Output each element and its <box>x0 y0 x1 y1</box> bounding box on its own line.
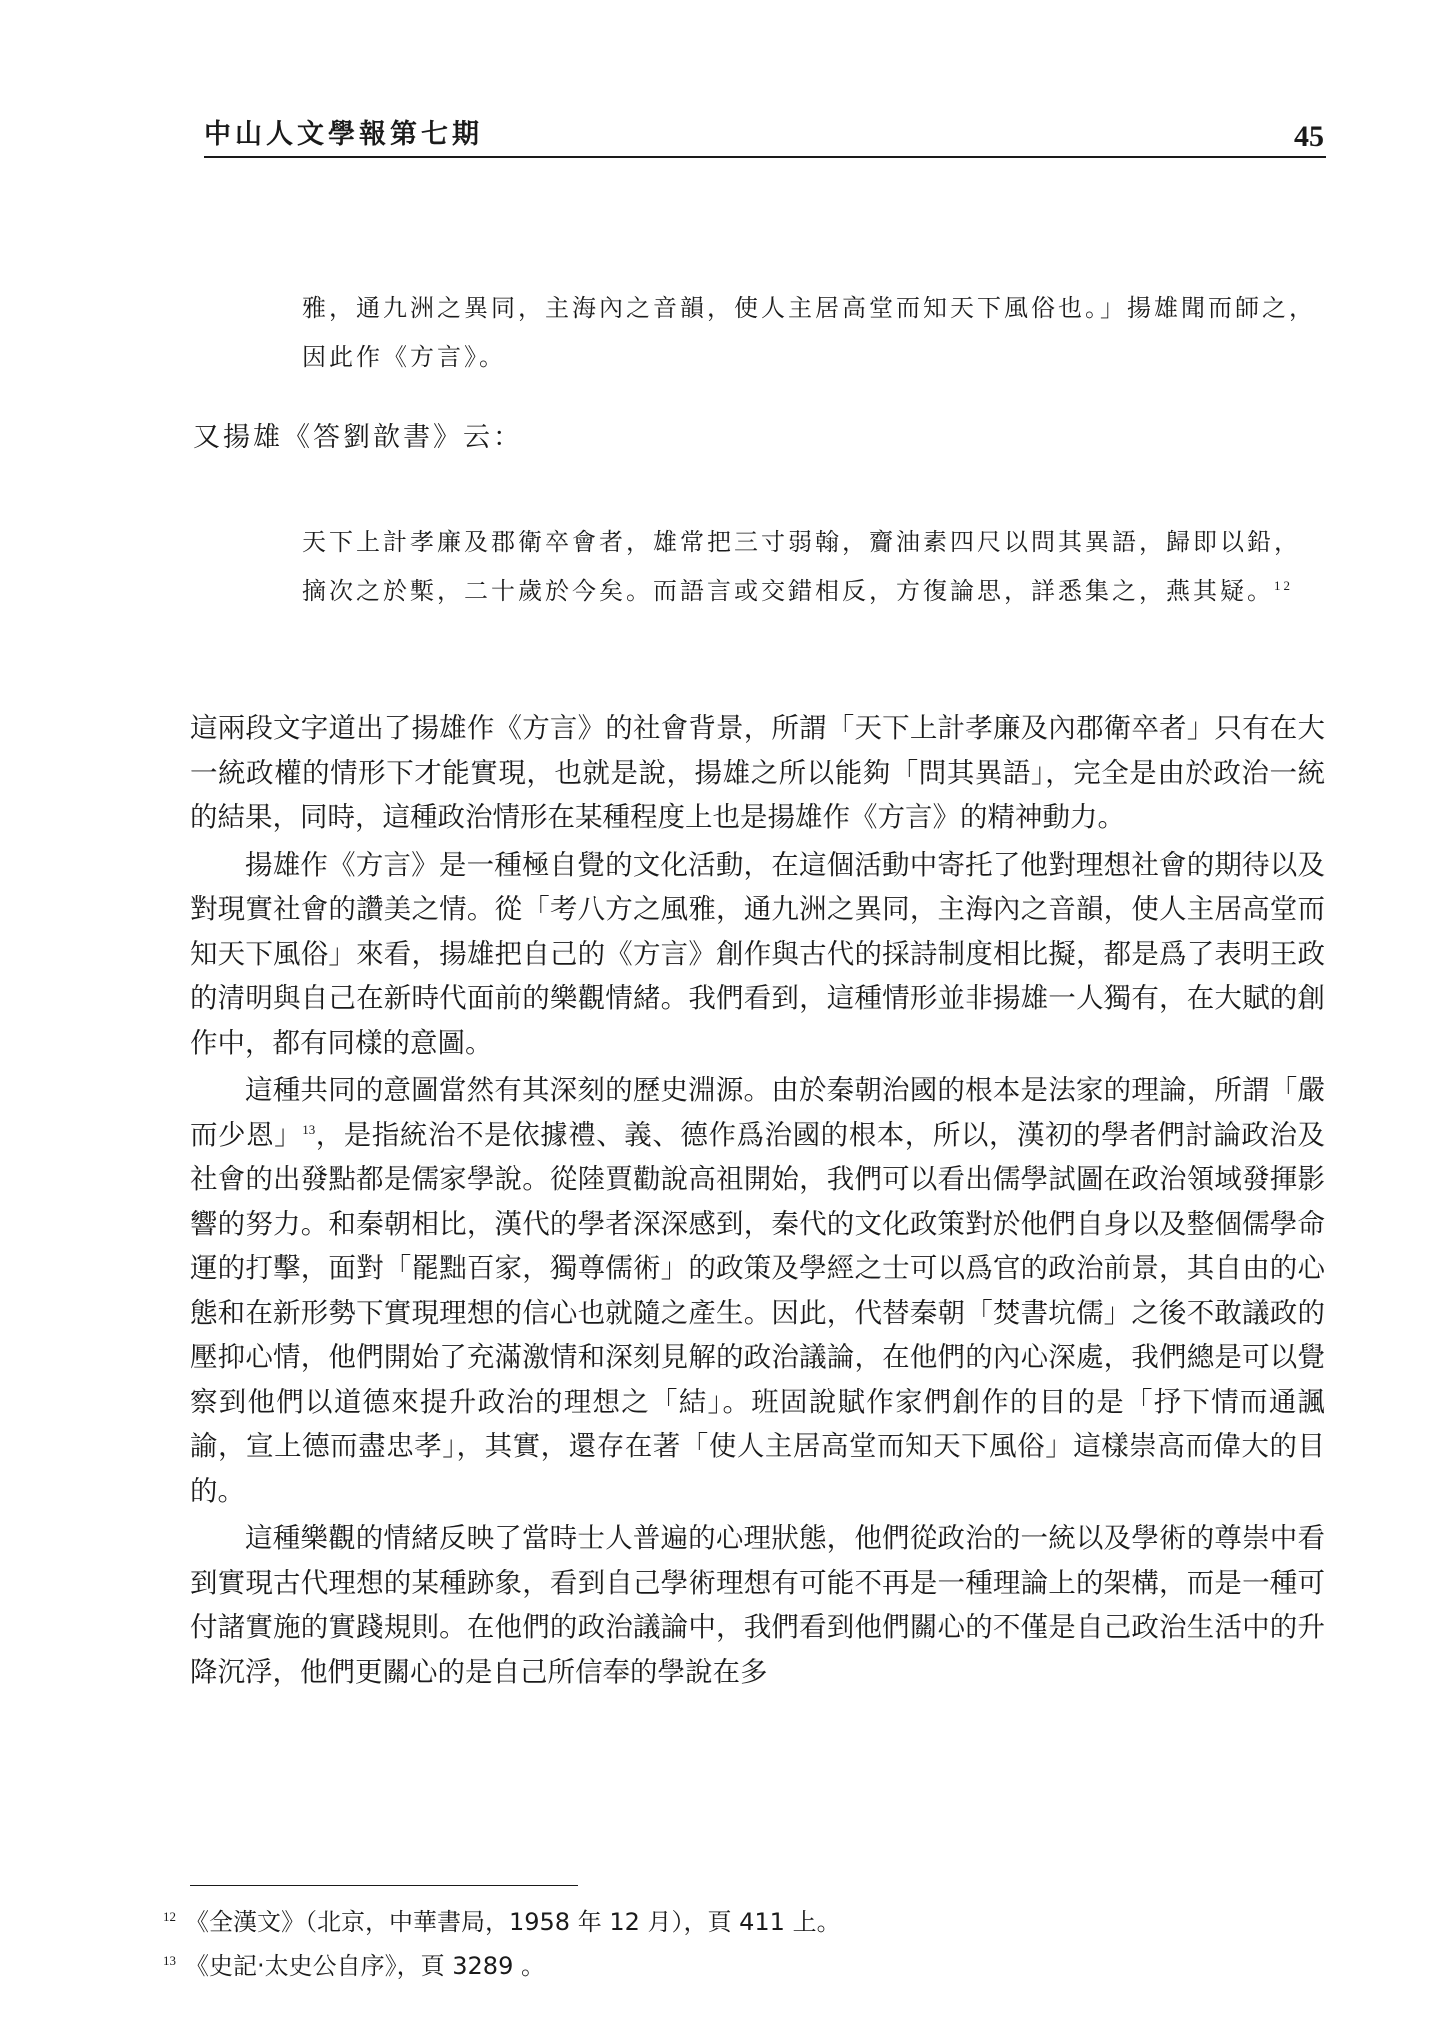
header-rule <box>204 156 1326 158</box>
footnote-ref-13: 13 <box>302 1121 316 1137</box>
paragraph-4: 這種樂觀的情緒反映了當時士人普遍的心理狀態，他們從政治的一統以及學術的尊崇中看到實現古代理想的某種跡象，看到自己學術理想有可能不再是一種理論上的架構，而是一種可付諸實施的實踐規則。在他們的政治議論中，我們看到他們關心的不僅是自己政治生活中的升降沉浮，他們更關心的是自己所信奉的學說在多 <box>190 1522 1325 1688</box>
footnote-text: 《全漢文》（北京，中華書局，1958 年 12 月），頁 411 上。 <box>185 1908 841 1936</box>
page-number: 45 <box>1294 120 1324 153</box>
block-quote-1 <box>302 284 1322 382</box>
body-text <box>190 706 1325 1694</box>
paragraph-2: 揚雄作《方言》是一種極自覺的文化活動，在這個活動中寄托了他對理想社會的期待以及對現實社會的讚美之情。從「考八方之風雅，通九洲之異同，主海內之音韻，使人主居高堂而知天下風俗」來看，揚雄把自己的《方言》創作與古代的採詩制度相比擬，都是爲了表明王政的清明與自己在新時代面前的樂觀情緒。我們看到，這種情形並非揚雄一人獨有，在大賦的創作中，都有同樣的意圖。 <box>190 848 1325 1059</box>
footnotes <box>163 1900 841 1988</box>
paragraph-3-part-b: ，是指統治不是依據禮、義、德作爲治國的根本，所以，漢初的學者們討論政治及社會的出發點都是儒家學說。從陸賈勸說高祖開始，我們可以看出儒學試圖在政治領域發揮影響的努力。和秦朝相比，漢代的學者深深感到，秦代的文化政策對於他們自身以及整個儒學命運的打擊，面對「罷黜百家，獨尊儒術」的政策及學經之士可以爲官的政治前景，其自由的心態和在新形勢下實現理想的信心也就隨之產生。因此，代替秦朝「焚書坑儒」之後不敢議政的壓抑心情，他們開始了充滿激情和深刻見解的政治議論，在他們的內心深處，我們總是可以覺察到他們以道德來提升政治的理想之「結」。班固說賦作家們創作的目的是「抒下情而通諷諭，宣上德而盡忠孝」，其實，還存在著「使人主居高堂而知天下風俗」這樣崇高而偉大的目的。 <box>190 1118 1325 1507</box>
footnote-separator <box>190 1885 578 1886</box>
quote-intro: 又揚雄《答劉歆書》云： <box>193 422 523 453</box>
footnote-13: 13 《史記‧太史公自序》，頁 3289 。 <box>163 1952 545 1980</box>
block-quote-2-text: 天下上計孝廉及郡衛卒會者，雄常把三寸弱翰，齎油素四尺以問其異語，歸即以鉛，摘次之於槧，二十歲於今矣。而語言或交錯相反，方復論思，詳悉集之，燕其疑。 <box>302 528 1301 605</box>
running-header <box>204 112 1324 156</box>
paragraph-3-part-a: 這種共同的意圖當然有其深刻的歷史淵源。由於秦朝治國的根本是法家的理論，所謂「嚴而少恩」 <box>190 1074 1325 1151</box>
block-quote-1-text: 雅，通九洲之異同，主海內之音韻，使人主居高堂而知天下風俗也。」揚雄聞而師之，因此作《方言》。 <box>302 294 1316 371</box>
paragraph-3 <box>190 1068 1325 1513</box>
paragraph-1: 這兩段文字道出了揚雄作《方言》的社會背景，所謂「天下上計孝廉及內郡衛卒者」只有在大一統政權的情形下才能實現，也就是說，揚雄之所以能夠「問其異語」，完全是由於政治一統的結果，同時，這種政治情形在某種程度上也是揚雄作《方言》的精神動力。 <box>190 712 1325 833</box>
footnote-12: 12 《全漢文》（北京，中華書局，1958 年 12 月），頁 411 上。 <box>163 1908 841 1936</box>
journal-title: 中山人文學報第七期 <box>204 119 483 150</box>
block-quote-2 <box>302 518 1322 616</box>
footnote-ref-12: 12 <box>1274 578 1293 593</box>
footnote-text: 《史記‧太史公自序》，頁 3289 。 <box>185 1952 545 1980</box>
